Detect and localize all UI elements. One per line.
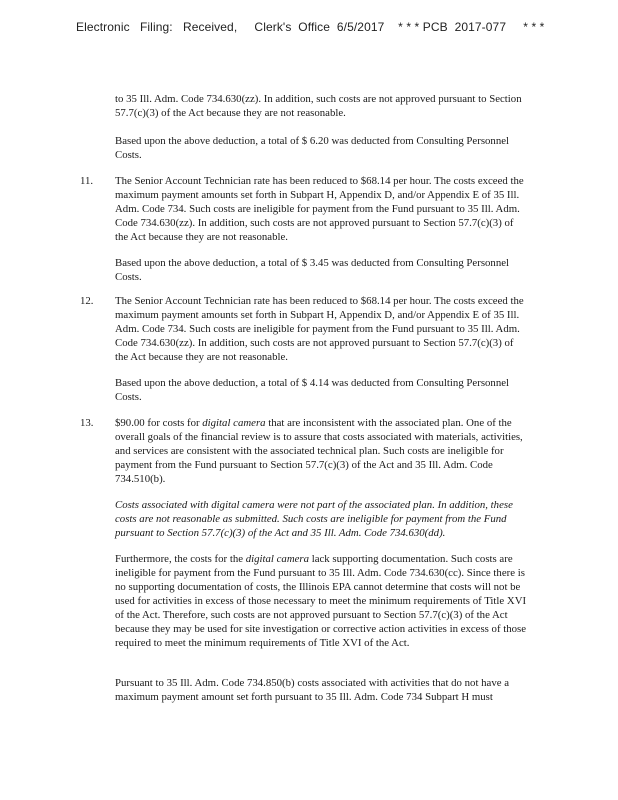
- deduction-paragraph-11: Based upon the above deduction, a total of $ 3.45 was deducted from Consulting Personnel Costs.: [115, 257, 510, 283]
- item-number-11: 11.: [80, 175, 94, 187]
- deduction-paragraph-10: Based upon the above deduction, a total of $ 6.20 was deducted from Consulting Personnel Costs.: [115, 135, 510, 161]
- deduction-paragraph-12: Based upon the above deduction, a total of $ 4.14 was deducted from Consulting Personnel Costs.: [115, 377, 510, 403]
- item-13-furthermore-paragraph: [115, 552, 527, 650]
- item-number-13: 13.: [80, 417, 94, 429]
- item-number-12: 12.: [80, 295, 94, 307]
- item-13-italic-paragraph: Costs associated with digital camera were not part of the associated plan. In addition, these costs are not reasonable as submitted. Such costs are ineligible for payment from the Fund pursuant to Section 57.7(c)(3) of the Act and 35 Ill. Adm. Code 734.630(dd).: [115, 499, 513, 539]
- furthermore-text-em: digital camera: [245, 553, 310, 565]
- item-11-text: The Senior Account Technician rate has been reduced to $68.14 per hour. The costs exceed the maximum payment amounts set forth in Subpart H, Appendix D, and/or Appendix E of 35 Ill. Adm. Code 734. Such costs are ineligible for payment from the Fund pursuant to 35 Ill. Adm. Code 734.630(zz). In addition, such costs are not approved pursuant to Section 57.7(c)(3) of the Act because they are not reasonable.: [115, 175, 524, 243]
- item-13-text-em: digital camera: [202, 417, 266, 429]
- filing-stamp-header: Electronic Filing: Received, Clerk's Office 6/5/2017 * * * PCB 2017-077 * * *: [76, 20, 545, 34]
- furthermore-text-b: lack supporting documentation. Such costs are ineligible for payment from the Fund pursuant to 35 Ill. Adm. Code 734.630(cc). Since there is no supporting documentation of costs, the Illinois EPA cannot determine that costs will not be used for activities in excess of those necessary to meet the minimum requirements of Title XVI of the Act. Therefore, such costs are not approved pursuant to Section 57.7(c)(3) of the Act because they may be used for site investigation or corrective action activities in excess of those required to meet the minimum requirements of Title XVI of the Act.: [115, 553, 527, 649]
- furthermore-text-a: Furthermore, the costs for the: [115, 553, 246, 565]
- item-13-text-a: $90.00 for costs for: [115, 417, 203, 429]
- item-13-pursuant-paragraph: Pursuant to 35 Ill. Adm. Code 734.850(b) costs associated with activities that do not have a maximum payment amount set forth pursuant to 35 Ill. Adm. Code 734 Subpart H must: [115, 677, 510, 703]
- item-13-text-b: that are inconsistent with the associated plan. One of the overall goals of the financial review is to assure that costs associated with materials, activities, and services are consistent with the associated technical plan. Such costs are ineligible for payment from the Fund pursuant to Section 57.7(c)(3) of the Act and 35 Ill. Adm. Code 734.510(b).: [115, 417, 523, 485]
- item-12-text: The Senior Account Technician rate has been reduced to $68.14 per hour. The costs exceed the maximum payment amounts set forth in Subpart H, Appendix D, and/or Appendix E of 35 Ill. Adm. Code 734. Such costs are ineligible for payment from the Fund pursuant to 35 Ill. Adm. Code 734.630(zz). In addition, such costs are not approved pursuant to Section 57.7(c)(3) of the Act because they are not reasonable.: [115, 295, 524, 363]
- item-13-text: [115, 416, 527, 486]
- continuation-paragraph: to 35 Ill. Adm. Code 734.630(zz). In addition, such costs are not approved pursuant to Section 57.7(c)(3) of the Act because they are not reasonable.: [115, 93, 522, 119]
